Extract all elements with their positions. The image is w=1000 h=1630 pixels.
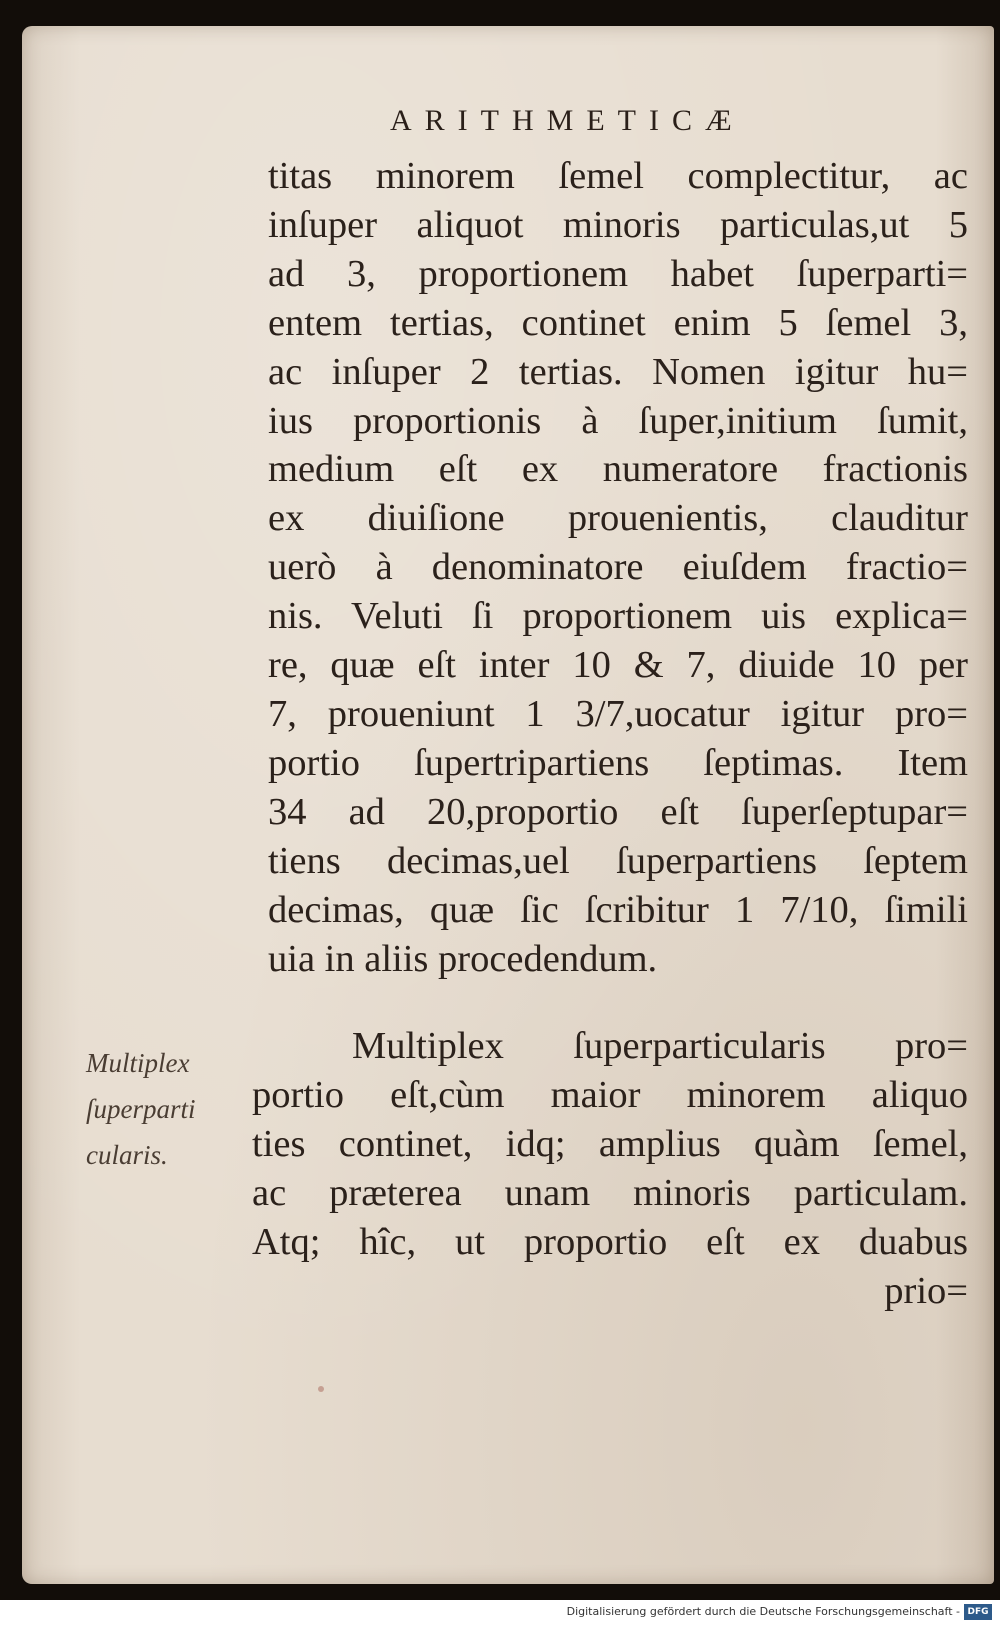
text-line: portio eſt,cùm maior minorem aliquo xyxy=(252,1073,968,1116)
text-line: medium eſt ex numeratore fractionis xyxy=(268,448,968,491)
text-line: re, quæ eſt inter 10 & 7, diuide 10 per xyxy=(268,644,968,687)
text-line: ties continet, idq; amplius quàm ſemel, xyxy=(252,1122,968,1165)
text-line: ac inſuper 2 tertias. Nomen igitur hu= xyxy=(268,350,968,393)
paragraph-1 xyxy=(268,152,968,983)
catchword: prio= xyxy=(884,1269,968,1312)
text-line: ad 3, proportionem habet ſuperparti= xyxy=(268,252,968,295)
text-line: uia in aliis procedendum. xyxy=(268,937,658,980)
text-line: 34 ad 20,proportio eſt ſuperſeptupar= xyxy=(268,790,968,833)
margin-note-line: ſuperparti xyxy=(86,1094,196,1124)
text-line: tiens decimas,uel ſuperpartiens ſeptem xyxy=(268,839,968,882)
margin-note-line: Multiplex xyxy=(86,1048,190,1078)
text-line: uerò à denominatore eiuſdem fractio= xyxy=(268,546,968,589)
text-line: Multiplex ſuperparticularis pro= xyxy=(352,1025,968,1067)
text-line: entem tertias, continet enim 5 ſemel 3, xyxy=(268,301,968,344)
text-line: titas minorem ſemel complectitur, ac xyxy=(268,155,968,197)
text-line: ius proportionis à ſuper,initium ſumit, xyxy=(268,399,968,442)
text-line: nis. Veluti ſi proportionem uis explica= xyxy=(268,595,968,638)
margin-note xyxy=(86,1040,246,1178)
footer-credit: Digitalisierung gefördert durch die Deutsche Forschungsgemeinschaft - xyxy=(566,1605,960,1618)
running-head: ARITHMETICÆ xyxy=(390,104,745,137)
text-line: portio ſupertripartiens ſeptimas. Item xyxy=(268,741,968,784)
text-line: decimas, quæ ſic ſcribitur 1 7/10, ſimili xyxy=(268,888,968,931)
text-line: inſuper aliquot minoris particulas,ut 5 xyxy=(268,203,968,246)
text-line: 7, proueniunt 1 3/7,uocatur igitur pro= xyxy=(268,692,968,735)
margin-note-line: cularis. xyxy=(86,1140,168,1170)
ink-speck xyxy=(318,1386,324,1392)
text-line: ac præterea unam minoris particulam. xyxy=(252,1171,968,1214)
paragraph-2 xyxy=(252,1022,968,1315)
dfg-logo: DFG xyxy=(964,1604,992,1620)
text-line: Atq; hîc, ut proportio eſt ex duabus xyxy=(252,1220,968,1263)
text-line: ex diuiſione prouenientis, clauditur xyxy=(268,497,968,540)
